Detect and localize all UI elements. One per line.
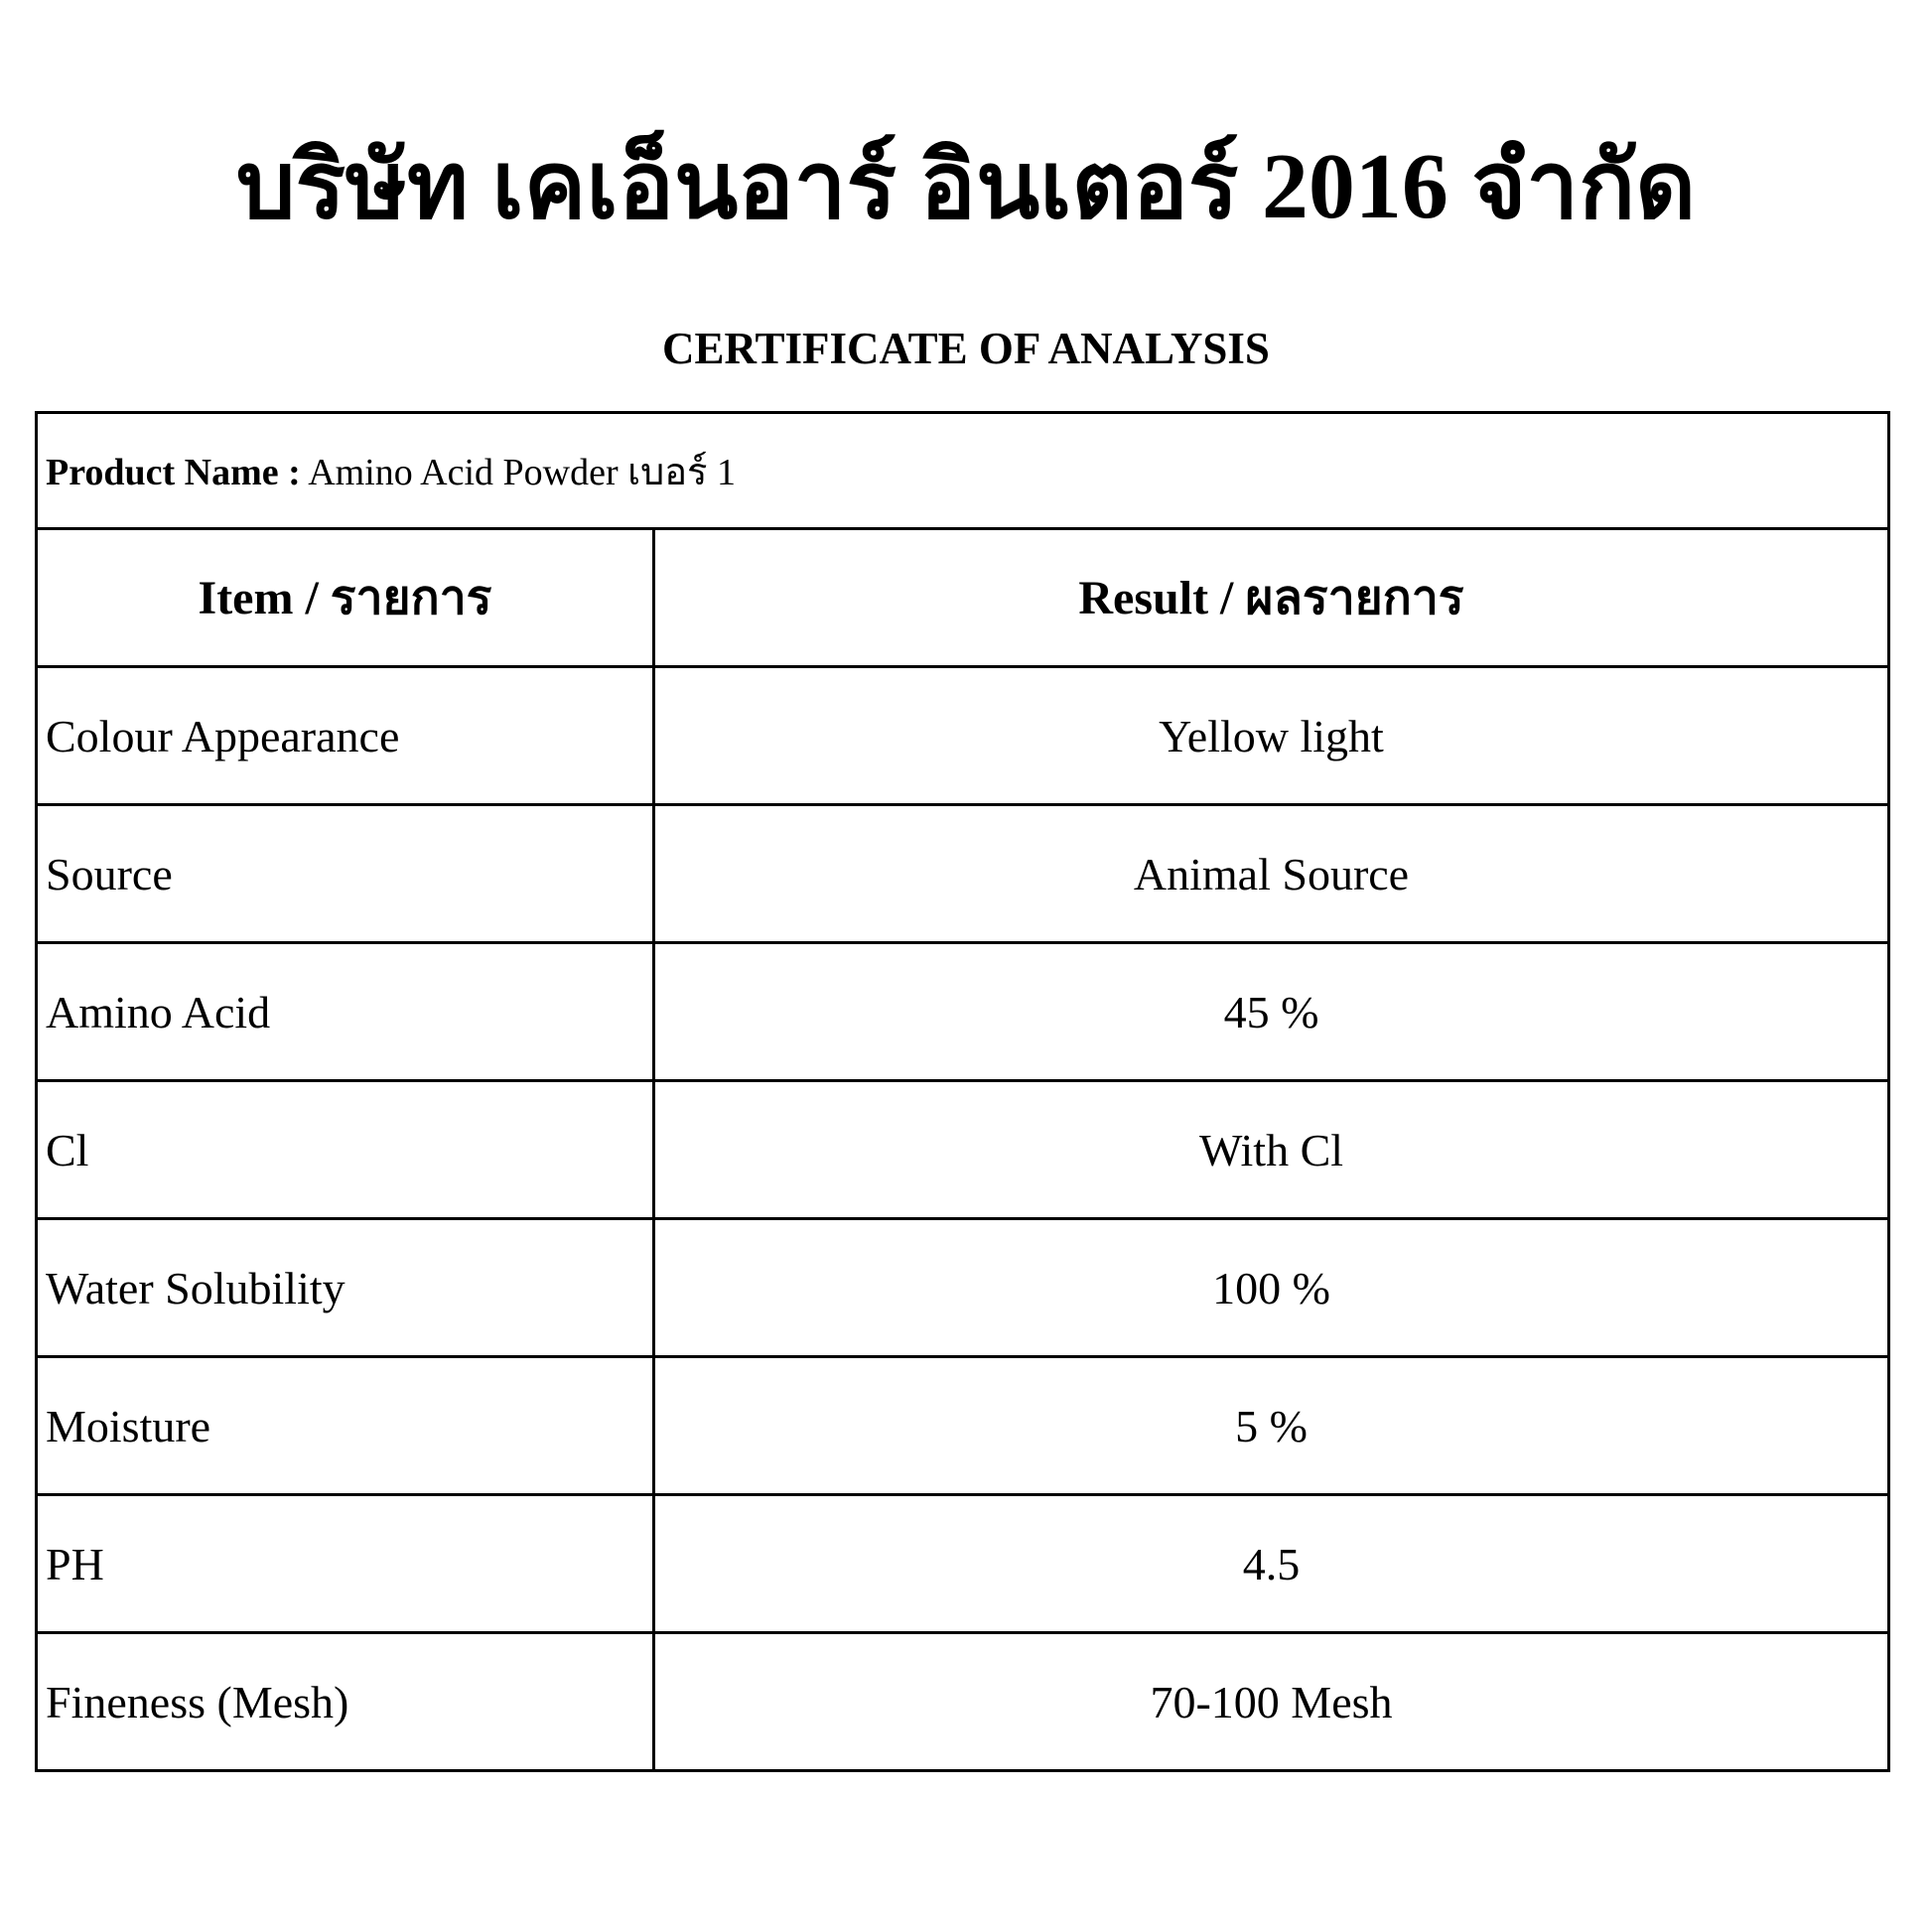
item-cell: Water Solubility (37, 1219, 654, 1357)
table-row (37, 1219, 1889, 1357)
table-row (37, 805, 1889, 943)
product-name-value: Amino Acid Powder เบอร์ 1 (300, 451, 736, 493)
table-row (37, 667, 1889, 805)
column-header-item: Item / รายการ (37, 529, 654, 667)
table-header-row (37, 529, 1889, 667)
result-cell: With Cl (654, 1081, 1889, 1219)
result-cell: 5 % (654, 1357, 1889, 1495)
result-cell: 100 % (654, 1219, 1889, 1357)
result-cell: Yellow light (654, 667, 1889, 805)
column-header-result: Result / ผลรายการ (654, 529, 1889, 667)
result-cell: 45 % (654, 943, 1889, 1081)
item-cell: Cl (37, 1081, 654, 1219)
item-cell: Fineness (Mesh) (37, 1633, 654, 1771)
certificate-table (35, 411, 1890, 1772)
document-title: CERTIFICATE OF ANALYSIS (662, 324, 1270, 373)
item-cell: Amino Acid (37, 943, 654, 1081)
item-cell: PH (37, 1495, 654, 1633)
table-row (37, 943, 1889, 1081)
result-cell: 4.5 (654, 1495, 1889, 1633)
product-name-cell (37, 413, 1889, 529)
product-name-row (37, 413, 1889, 529)
item-cell: Source (37, 805, 654, 943)
table-row (37, 1495, 1889, 1633)
table-row (37, 1357, 1889, 1495)
table-row (37, 1081, 1889, 1219)
item-cell: Moisture (37, 1357, 654, 1495)
product-name-label: Product Name : (46, 451, 301, 493)
company-name-heading: บริษัท เคเอ็นอาร์ อินเตอร์ 2016 จำกัด (235, 135, 1697, 238)
table-row (37, 1633, 1889, 1771)
result-cell: 70-100 Mesh (654, 1633, 1889, 1771)
result-cell: Animal Source (654, 805, 1889, 943)
item-cell: Colour Appearance (37, 667, 654, 805)
